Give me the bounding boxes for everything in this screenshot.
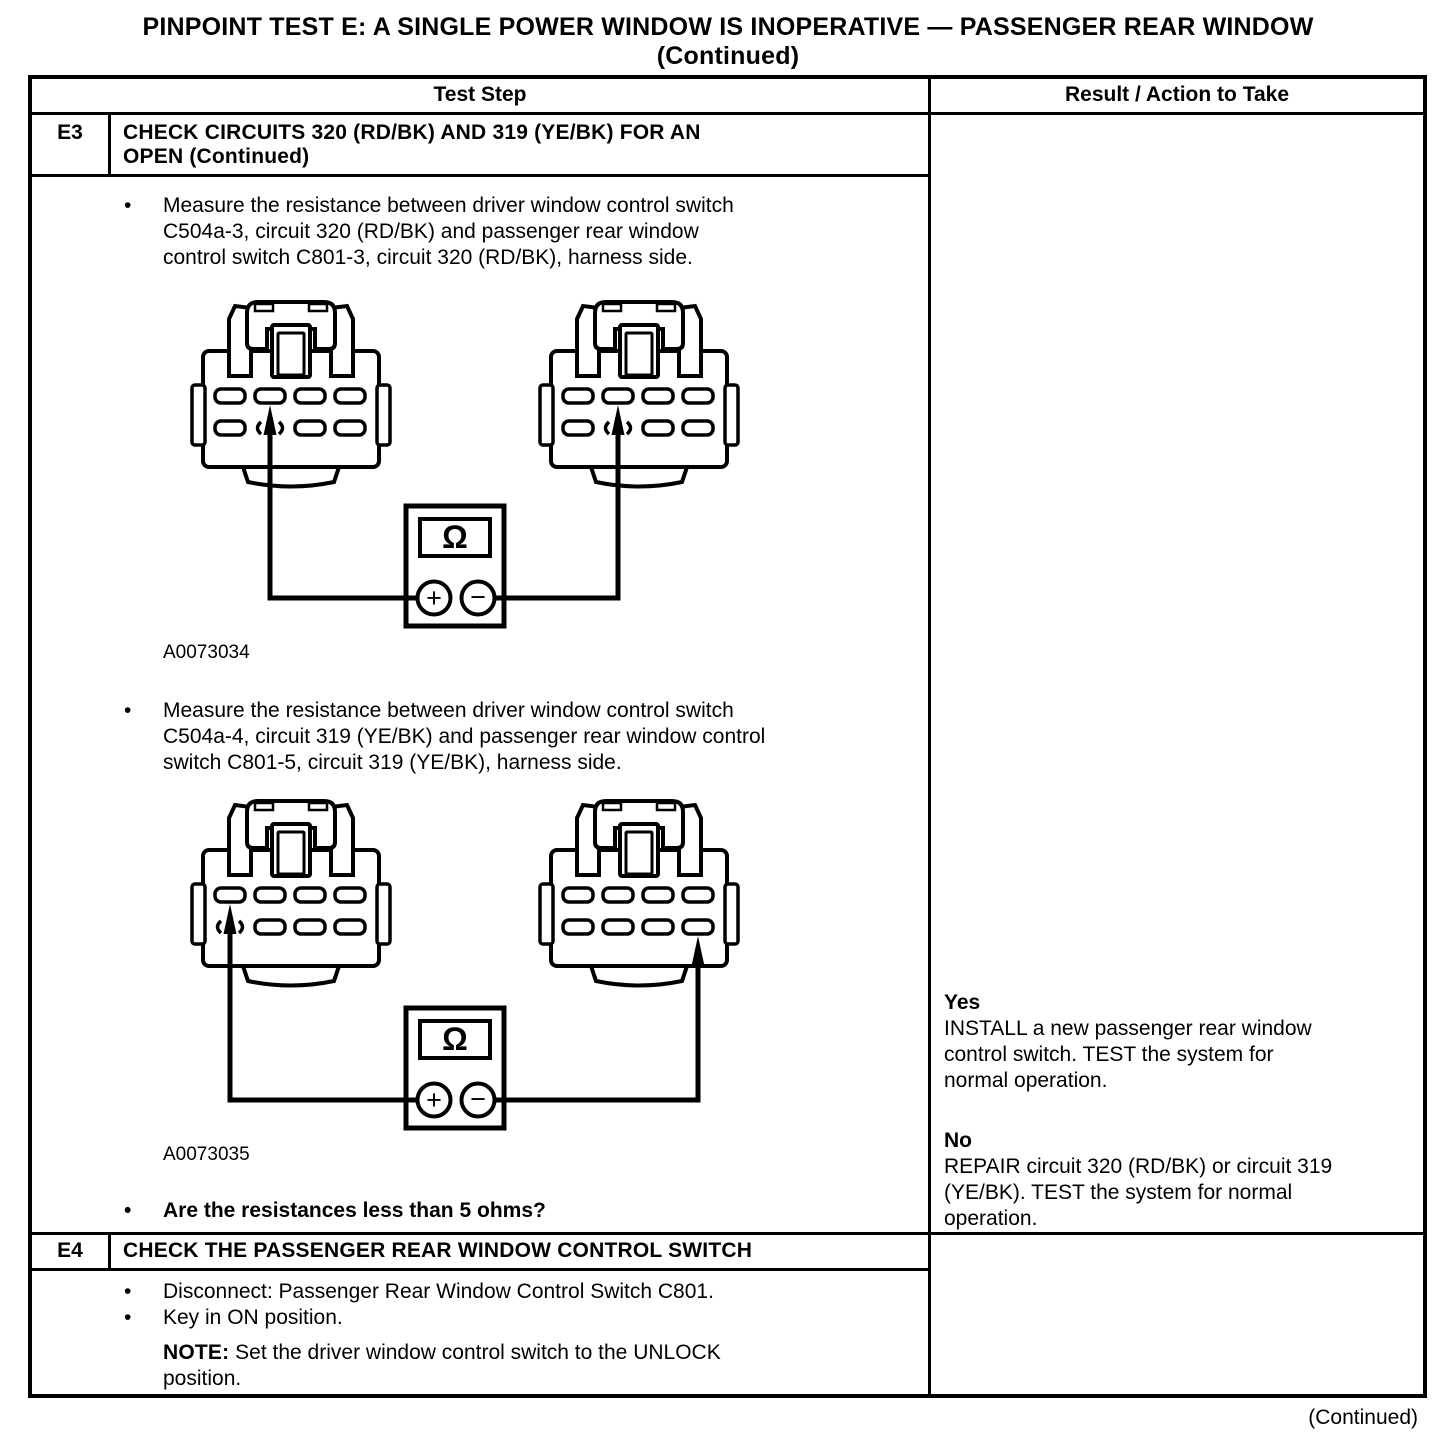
ohmmeter (404, 1008, 506, 1128)
e4-step-title: CHECK THE PASSENGER REAR WINDOW CONTROL SWITCH (123, 1239, 753, 1262)
step-row-e4 (32, 1235, 1423, 1394)
e3-test-step-cell (32, 115, 928, 1232)
ohm-symbol: Ω (442, 1021, 468, 1057)
header-test-step: Test Step (433, 83, 527, 106)
e4-step-id: E4 (32, 1235, 111, 1268)
plus-symbol: + (426, 583, 442, 613)
e3-step-title: CHECK CIRCUITS 320 (RD/BK) AND 319 (YE/BK) FOR AN OPEN (Continued) (123, 121, 701, 168)
bullet-icon: • (124, 1306, 132, 1329)
result-no-text: REPAIR circuit 320 (RD/BK) or circuit 319 (YE/BK). TEST the system for normal operation. (944, 1155, 1333, 1230)
plus-symbol: + (426, 1085, 442, 1115)
bullet-item-key-on (124, 1305, 928, 1331)
e3-step-id: E3 (32, 115, 111, 174)
connector-right (540, 801, 738, 986)
bullet-item-measure-320 (124, 193, 928, 271)
bullet-text: Measure the resistance between driver window control switch C504a-3, circuit 320 (RD/BK) and passenger rear window control switch C801-3, circuit 320 (RD/BK), harness side. (163, 194, 734, 269)
bullet-icon: • (124, 699, 132, 722)
connector-right (540, 302, 738, 487)
result-yes-heading: Yes (944, 991, 981, 1014)
connector-left (192, 302, 390, 487)
bullet-text: Disconnect: Passenger Rear Window Control Switch C801. (163, 1280, 714, 1303)
ohmmeter (404, 506, 506, 626)
figure-label-2: A0073035 (163, 1144, 250, 1165)
bullet-text: Key in ON position. (163, 1306, 343, 1329)
pinpoint-test-table (28, 75, 1427, 1398)
figure-label-1: A0073034 (163, 642, 250, 663)
wiring-diagram-figure-1 (151, 291, 791, 641)
question-bullet (124, 1198, 928, 1224)
e4-test-step-cell (32, 1235, 928, 1394)
e3-result-cell (928, 115, 1423, 1232)
bullet-text: Measure the resistance between driver window control switch C504a-4, circuit 319 (YE/BK) and passenger rear window control switch C801-5, circuit 319 (YE/BK), harness side. (163, 699, 766, 774)
e4-result-cell (928, 1235, 1423, 1394)
bullet-item-disconnect (124, 1279, 928, 1305)
page-title-line1: PINPOINT TEST E: A SINGLE POWER WINDOW IS INOPERATIVE — PASSENGER REAR WINDOW (142, 13, 1314, 41)
e4-title-strip (32, 1235, 928, 1271)
minus-symbol: − (470, 1084, 486, 1114)
header-result-action: Result / Action to Take (928, 79, 1423, 112)
note (163, 1340, 908, 1392)
question-text: Are the resistances less than 5 ohms? (163, 1199, 546, 1222)
bullet-icon: • (124, 1199, 132, 1222)
result-no (944, 1128, 1415, 1232)
bullet-icon: • (124, 194, 132, 217)
result-yes-text: INSTALL a new passenger rear window control switch. TEST the system for normal operation. (944, 1017, 1312, 1092)
page-title-line2: (Continued) (656, 42, 800, 70)
footer-continued: (Continued) (1308, 1406, 1418, 1429)
e3-title-strip (32, 115, 928, 177)
note-label: NOTE: (163, 1341, 230, 1364)
result-no-heading: No (944, 1129, 972, 1152)
minus-symbol: − (470, 582, 486, 612)
connector-left (192, 801, 390, 986)
note-text-line2: position. (163, 1367, 242, 1390)
bullet-item-measure-319 (124, 698, 928, 776)
wiring-diagram-figure-2 (151, 788, 791, 1143)
note-text-line1: Set the driver window control switch to the UNLOCK (235, 1341, 721, 1364)
page-title (0, 0, 1456, 71)
result-yes (944, 990, 1415, 1094)
bullet-icon: • (124, 1280, 132, 1303)
step-row-e3 (32, 115, 1423, 1235)
table-header-row (32, 79, 1423, 115)
ohm-symbol: Ω (442, 519, 468, 555)
